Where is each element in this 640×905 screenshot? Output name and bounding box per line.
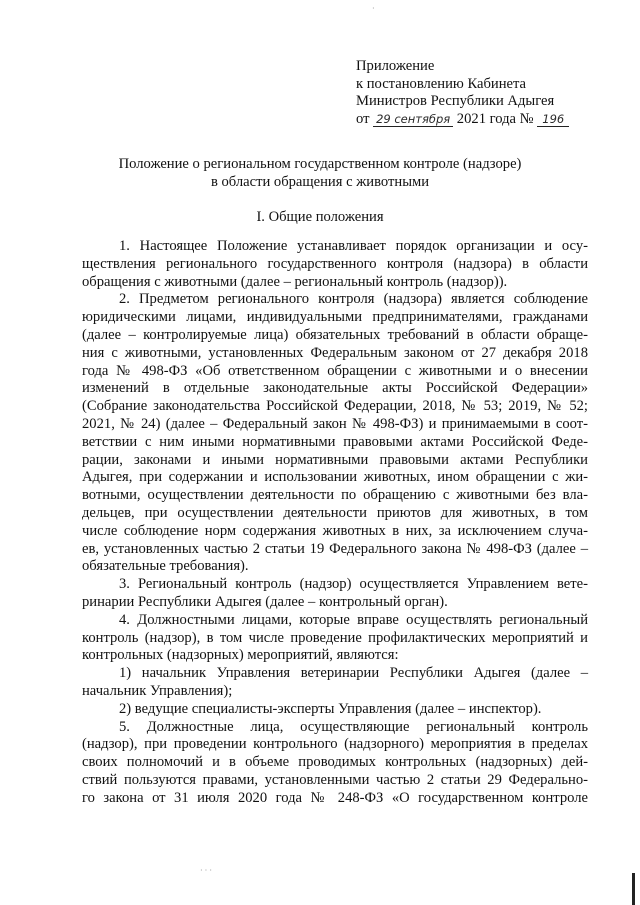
handwritten-date: 29 сентября	[376, 111, 451, 126]
appendix-year-text: 2021 года №	[456, 110, 534, 127]
appendix-line-3: Министров Республики Адыгея	[356, 93, 555, 110]
document-body	[82, 238, 588, 808]
body-line: обязательные требования).	[82, 558, 249, 575]
body-line: 3. Региональный контроль (надзор) осуществляется Управлением вете-	[119, 576, 588, 593]
body-line: ния с животными, установленных Федеральным законом от 27 декабря 2018	[82, 344, 588, 361]
body-line: юридическими лицами, индивидуальными предпринимателями, гражданами	[82, 309, 588, 326]
body-line: ев, установленных частью 2 статьи 19 Федерального закона № 498-ФЗ (далее –	[82, 540, 588, 557]
body-line: (надзор), при проведении контрольного (надзорного) мероприятия в пределах	[82, 736, 588, 753]
body-line: (далее – контролируемые лица) обязательных требований в области обраще-	[82, 326, 588, 343]
body-line: рации, законами и иными нормативными правовыми актами Республики	[82, 451, 588, 468]
appendix-date-field	[373, 112, 453, 127]
appendix-number-field	[537, 112, 569, 127]
handwritten-number: 196	[542, 111, 565, 126]
body-line: изменений в отдельные законодательные акты Российской Федерации»	[82, 380, 588, 397]
body-line: 2. Предметом регионального контроля (надзора) является соблюдение	[119, 291, 588, 308]
body-line: (Собрание законодательства Российской Федерации, 2018, № 53; 2019, № 52;	[82, 398, 588, 415]
scan-edge-mark	[632, 873, 635, 905]
body-line: 1) начальник Управления ветеринарии Республики Адыгея (далее –	[119, 665, 588, 682]
appendix-date-line	[356, 111, 569, 129]
body-line: числе соблюдение норм содержания животных в них, за исключением случа-	[82, 522, 588, 539]
scan-speck: ·	[372, 4, 375, 13]
body-line: своих полномочий и в объеме проводимых контрольных (надзорных) дей-	[82, 754, 588, 771]
appendix-line-2: к постановлению Кабинета	[356, 75, 527, 92]
title-line-2: в области обращения с животными	[210, 173, 430, 190]
body-line: Адыгея, при содержании и использовании животных, ином обращении с жи-	[82, 469, 588, 486]
body-line: ствий пользуются правами, установленными частью 2 статьи 29 Федерально-	[82, 771, 588, 788]
document-title	[60, 156, 580, 191]
section-heading: I. Общие положения	[256, 209, 384, 225]
body-line: 5. Должностные лица, осуществляющие региональный контроль	[119, 718, 588, 735]
body-line: 1. Настоящее Положение устанавливает порядок организации и осу-	[119, 238, 588, 254]
body-line: года № 498-ФЗ «Об ответственном обращении с животными и о внесении	[82, 362, 588, 379]
appendix-block	[356, 58, 569, 128]
title-line-1: Положение о региональном государственном контроле (надзоре)	[118, 156, 522, 172]
body-line: ветствии с ним иными нормативными правовыми актами Российской Феде-	[82, 433, 588, 450]
body-line: 2) ведущие специалисты-эксперты Управления (далее – инспектор).	[119, 700, 542, 717]
body-line: 4. Должностными лицами, которые вправе осуществлять региональный	[119, 611, 588, 628]
body-line: вотными, осуществлении деятельности по обращению с животными без вла-	[82, 487, 588, 504]
body-line: дельцев, при осуществлении деятельности приютов для животных, в том	[82, 504, 588, 521]
body-line: обращения с животными (далее – региональный контроль (надзор)).	[82, 273, 508, 290]
appendix-date-prefix: от	[356, 110, 370, 127]
body-line: контрольных (надзорных) мероприятий, являются:	[82, 647, 399, 664]
body-line: начальник Управления);	[82, 682, 233, 699]
body-line: го закона от 31 июля 2020 года № 248-ФЗ «О государственном контроле	[82, 789, 588, 806]
body-line: ринарии Республики Адыгея (далее – контрольный орган).	[82, 593, 448, 610]
body-line: контроль (надзор), в том числе проведение профилактических мероприятий и	[82, 629, 588, 646]
body-line: ществления регионального государственного контроля (надзора) в области	[82, 255, 588, 272]
scan-speck: · · ·	[200, 866, 212, 875]
appendix-line-1: Приложение	[356, 58, 435, 74]
body-line: 2021, № 24) (далее – Федеральный закон № 498-ФЗ) и принимаемыми в соот-	[82, 415, 588, 432]
